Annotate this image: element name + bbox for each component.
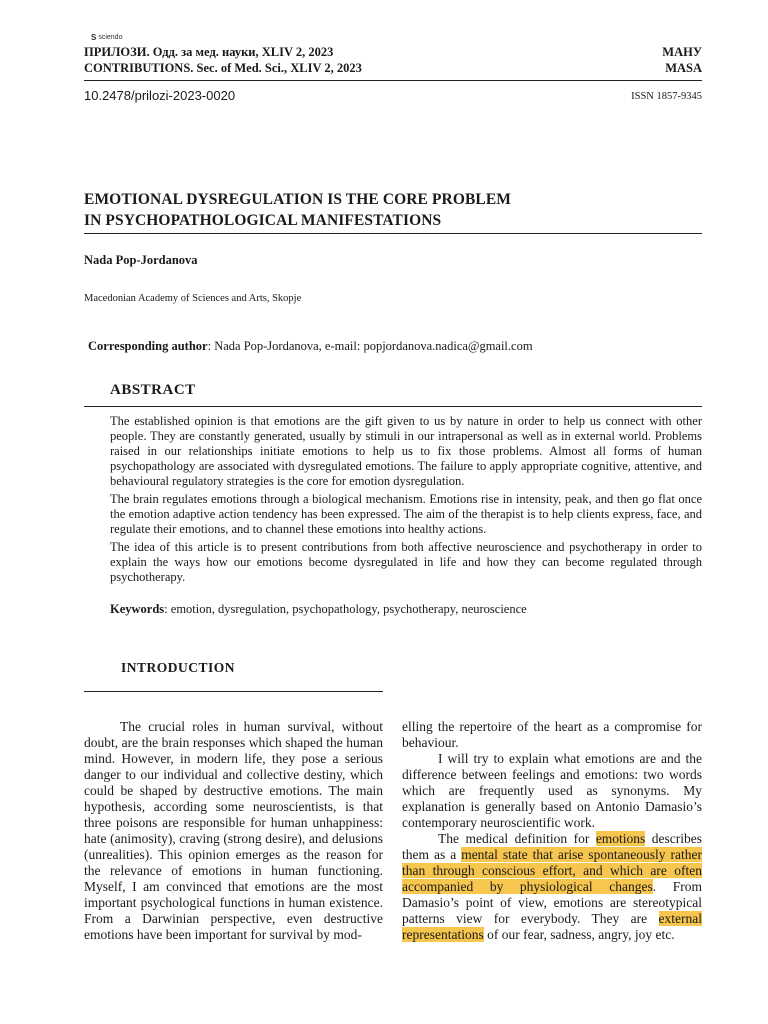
academy-abbrev-macedonian: МАНУ [662,45,702,59]
corresponding-author-label: Corresponding author [88,339,208,353]
journal-header-left [84,44,362,76]
abstract-divider [84,406,702,407]
introduction-divider [84,691,383,692]
keywords-list: : emotion, dysregulation, psychopathology, psychotherapy, neuroscience [164,602,527,616]
abstract-heading: ABSTRACT [110,382,196,398]
text-run: The medical definition for [438,831,596,846]
journal-name-macedonian: ПРИЛОЗИ. Одд. за мед. науки, XLIV 2, 2023 [84,45,334,59]
body-paragraph: elling the repertoire of the heart as a compromise for behaviour. [402,719,702,750]
journal-header-right [662,44,702,76]
highlighted-text: emotions [595,831,646,846]
journal-name-english: CONTRIBUTIONS. Sec. of Med. Sci., XLIV 2, 2023 [84,61,362,75]
publisher-logo-text: sciendo [98,34,123,41]
text-run: . From Damasio’s point of view, emotions are stereotypical patterns view for everybody. They are [402,879,702,926]
article-title-line2: IN PSYCHOPATHOLOGICAL MANIFESTATIONS [84,212,442,229]
issn: ISSN 1857-9345 [631,91,702,102]
body-paragraph: I will try to explain what emotions are and the difference between feelings and emotions: two words which are frequently used as synonyms. My explanation is generally based on Antonio Damasio’s contemporary neuroscientific work. [402,751,702,830]
abstract-paragraph: The established opinion is that emotions are the gift given to us by nature in order to help us connect with other people. They are constantly generated, usually by stimuli in our intrapersonal as well as in external world. Problems raised in our relationships initiate emotions to help us to fix those problems. Almost all forms of human psychopathology are associated with dysregulated emotions. The failure to apply appropriate cognitive, attentive, and behavioural regulatory strategies is the core for emotion dysregulation. [110,414,702,488]
publisher-logo [91,33,122,42]
text-run: of our fear, sadness, angry, joy etc. [483,927,675,942]
sciendo-logo-icon: S [91,33,97,42]
body-column-right [402,719,702,943]
highlighted-text: mental state that arise spontaneously rather than through conscious effort, and which are often accompanied by physiological changes [402,847,703,894]
doi[interactable]: 10.2478/prilozi-2023-0020 [84,88,236,103]
header-divider [84,80,702,81]
keywords [110,602,527,617]
title-divider [84,233,702,234]
corresponding-author-details: : Nada Pop-Jordanova, e-mail: popjordanova.nadica@gmail.com [207,339,533,353]
academy-abbrev-english: MASA [665,61,702,75]
corresponding-author [88,339,533,354]
author-affiliation: Macedonian Academy of Sciences and Arts, Skopje [84,293,302,304]
introduction-heading: INTRODUCTION [121,660,236,675]
body-paragraph-highlighted [402,831,702,943]
abstract-body [110,414,702,588]
author-name: Nada Pop-Jordanova [84,253,198,267]
keywords-label: Keywords [110,602,165,616]
article-title [84,189,511,231]
abstract-paragraph: The brain regulates emotions through a biological mechanism. Emotions rise in intensity, peak, and then go flat once the emotion adaptive action tendency has been expressed. The aim of the therapist is to help clients express, face, and regulate their emotions, and to channel these emotions into healthy actions. [110,492,702,536]
abstract-paragraph: The idea of this article is to present contributions from both affective neuroscience and psychotherapy in order to explain the ways how our emotions become dysregulated in life and how they can become regulated through psychotherapy. [110,540,702,584]
body-paragraph: The crucial roles in human survival, without doubt, are the brain responses which shaped the human mind. However, in modern life, they pose a serious danger to our individual and collective destiny, which could be shaped by destructive emotions. The main hypothesis, according some neuroscientists, is that three poisons are responsible for human unhappiness: hate (animosity), craving (strong desire), and delusions (unrealities). This opinion emerges as the reason for the relevance of emotions in human functioning. Myself, I am convinced that emotions are the most important psychological functions in human existence. From a Darwinian perspective, even destructive emotions have been important for survival by mod- [84,719,383,942]
highlighted-text: external representations [402,911,702,942]
body-column-left [84,719,383,943]
article-title-line1: EMOTIONAL DYSREGULATION IS THE CORE PROBLEM [84,191,512,208]
text-run: describes them as a [402,831,703,862]
